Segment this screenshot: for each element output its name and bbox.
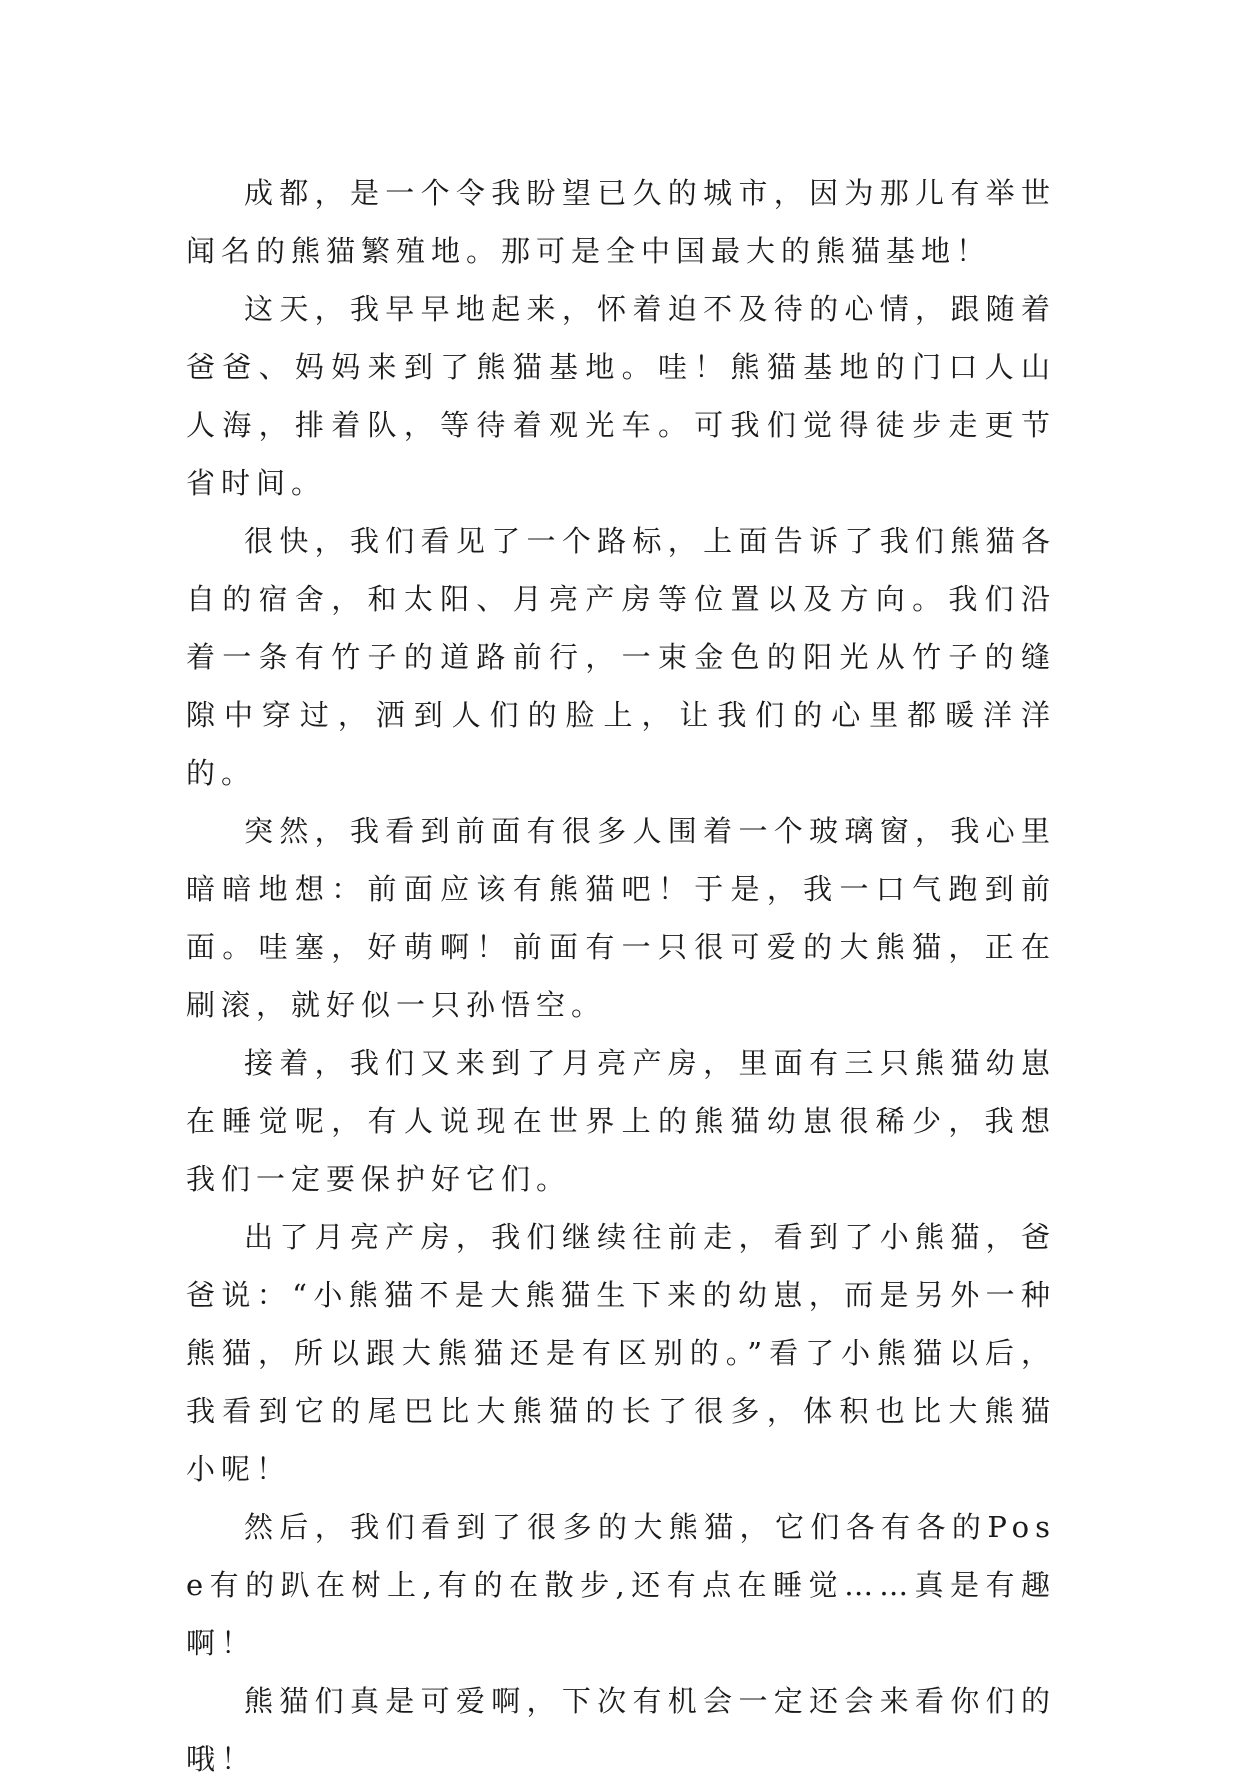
paragraph-7: 然后，我们看到了很多的大熊猫，它们各有各的Pose有的趴在树上,有的在散步,还有点在睡觉……真是有趣啊！ — [186, 1510, 1056, 1660]
essay-body — [186, 164, 1056, 1788]
paragraph-8: 熊猫们真是可爱啊，下次有机会一定还会来看你们的哦！ — [186, 1684, 1056, 1776]
paragraph-3: 很快，我们看见了一个路标，上面告诉了我们熊猫各自的宿舍，和太阳、月亮产房等位置以及方向。我们沿着一条有竹子的道路前行，一束金色的阳光从竹子的缝隙中穿过，洒到人们的脸上，让我们的心里都暖洋洋的。 — [186, 524, 1056, 790]
paragraph-1: 成都，是一个令我盼望已久的城市，因为那儿有举世闻名的熊猫繁殖地。那可是全中国最大的熊猫基地！ — [186, 176, 1056, 268]
paragraph-2: 这天，我早早地起来，怀着迫不及待的心情，跟随着爸爸、妈妈来到了熊猫基地。哇！熊猫基地的门口人山人海，排着队，等待着观光车。可我们觉得徒步走更节省时间。 — [186, 292, 1056, 500]
paragraph-4: 突然，我看到前面有很多人围着一个玻璃窗，我心里暗暗地想：前面应该有熊猫吧！于是，我一口气跑到前面。哇塞，好萌啊！前面有一只很可爱的大熊猫，正在刷滚，就好似一只孙悟空。 — [186, 814, 1056, 1022]
paragraph-5: 接着，我们又来到了月亮产房，里面有三只熊猫幼崽在睡觉呢，有人说现在世界上的熊猫幼崽很稀少，我想我们一定要保护好它们。 — [186, 1046, 1056, 1196]
paragraph-6: 出了月亮产房，我们继续往前走，看到了小熊猫，爸爸说：“小熊猫不是大熊猫生下来的幼崽，而是另外一种熊猫，所以跟大熊猫还是有区别的。”看了小熊猫以后，我看到它的尾巴比大熊猫的长了很多，体积也比大熊猫小呢！ — [186, 1220, 1056, 1486]
